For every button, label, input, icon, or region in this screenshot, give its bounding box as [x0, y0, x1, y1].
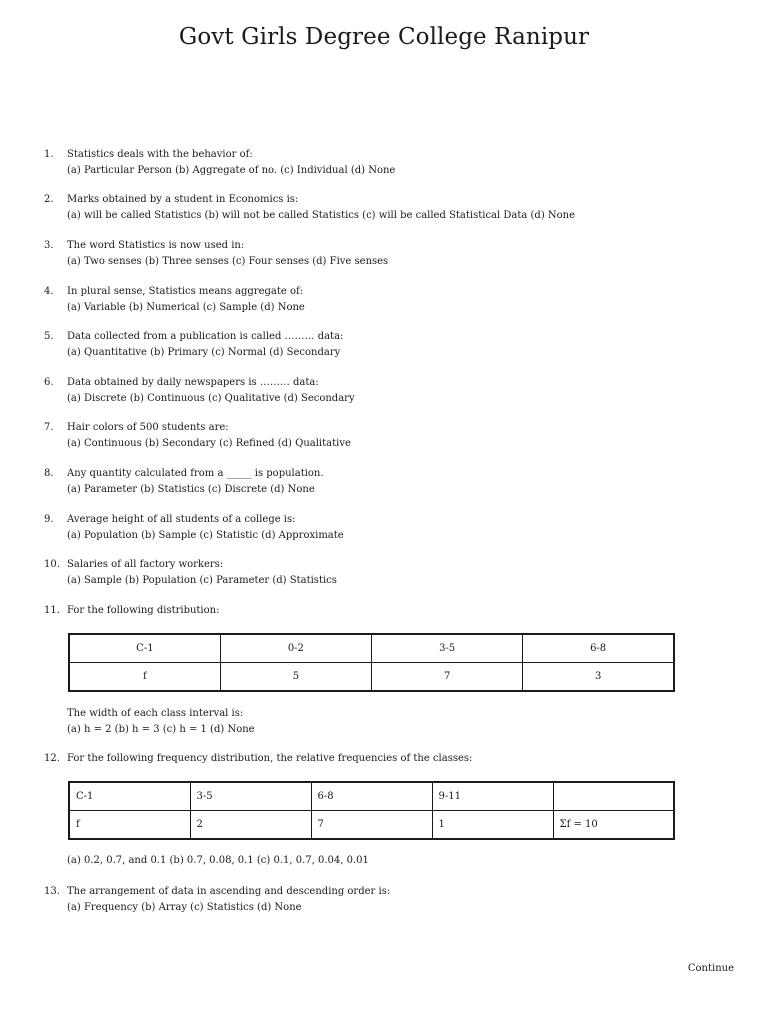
table-row — [69, 811, 674, 840]
question-text: Data collected from a publication is called ……… data: — [67, 331, 344, 342]
continue-link[interactable]: Continue — [687, 963, 734, 974]
question-number: 10. — [44, 559, 60, 570]
question-options: (a) Frequency (b) Array (c) Statistics (d) None — [67, 901, 302, 913]
question-options: (a) will be called Statistics (b) will not be called Statistics (c) will be called Statistical Data (d) None — [67, 209, 576, 221]
question-options: (a) Discrete (b) Continuous (c) Qualitative (d) Secondary — [67, 392, 355, 404]
question-number: 13. — [44, 886, 60, 897]
question-number: 11. — [44, 605, 60, 616]
distribution-table — [68, 633, 675, 692]
table-cell: 9-11 — [432, 782, 553, 811]
table-row — [69, 782, 674, 811]
table-cell: 3-5 — [372, 634, 523, 663]
question-text: Any quantity calculated from a _____ is population. — [67, 468, 324, 479]
table-row — [69, 634, 674, 663]
question-text: Average height of all students of a college is: — [67, 514, 296, 525]
question-options: (a) Parameter (b) Statistics (c) Discrete (d) None — [67, 483, 315, 495]
table-cell: 7 — [372, 663, 523, 692]
question-number: 12. — [44, 753, 60, 764]
question-text: Hair colors of 500 students are: — [67, 422, 229, 433]
question-text: For the following frequency distribution, the relative frequencies of the classes: — [67, 753, 473, 764]
question-number: 9. — [44, 514, 54, 525]
table-cell: 3 — [523, 663, 674, 692]
question-number: 2. — [44, 194, 54, 205]
table-cell: C-1 — [69, 782, 190, 811]
frequency-table — [68, 781, 675, 840]
page-title: Govt Girls Degree College Ranipur — [178, 24, 590, 50]
question-text: For the following distribution: — [67, 605, 220, 616]
question-options: (a) Population (b) Sample (c) Statistic (d) Approximate — [67, 529, 344, 541]
table-cell: C-1 — [69, 634, 220, 663]
question-options: (a) h = 2 (b) h = 3 (c) h = 1 (d) None — [67, 723, 255, 735]
question-text: Marks obtained by a student in Economics is: — [67, 194, 299, 205]
table-cell: 1 — [432, 811, 553, 840]
question-options: (a) Two senses (b) Three senses (c) Four senses (d) Five senses — [67, 255, 389, 267]
question-text: In plural sense, Statistics means aggregate of: — [67, 286, 304, 297]
table-cell: f — [69, 811, 190, 840]
question-number: 4. — [44, 286, 54, 297]
table-cell: Σf = 10 — [553, 811, 674, 840]
table-cell: 2 — [190, 811, 311, 840]
table-cell: 6-8 — [311, 782, 432, 811]
question-number: 6. — [44, 377, 54, 388]
question-number: 3. — [44, 240, 54, 251]
question-options: (a) 0.2, 0.7, and 0.1 (b) 0.7, 0.08, 0.1 (c) 0.1, 0.7, 0.04, 0.01 — [67, 855, 369, 866]
table-cell: 5 — [220, 663, 371, 692]
question-text: Salaries of all factory workers: — [67, 559, 224, 570]
question-text: Statistics deals with the behavior of: — [67, 149, 253, 160]
question-text: The word Statistics is now used in: — [67, 240, 245, 251]
table-row — [69, 663, 674, 692]
question-number: 5. — [44, 331, 54, 342]
question-options: (a) Sample (b) Population (c) Parameter (d) Statistics — [67, 574, 337, 586]
question-options: (a) Continuous (b) Secondary (c) Refined (d) Qualitative — [67, 437, 351, 449]
question-options: (a) Particular Person (b) Aggregate of no. (c) Individual (d) None — [67, 164, 396, 176]
table-cell — [553, 782, 674, 811]
question-number: 1. — [44, 149, 54, 160]
table-cell: 7 — [311, 811, 432, 840]
question-options: (a) Variable (b) Numerical (c) Sample (d) None — [67, 301, 305, 313]
question-text: Data obtained by daily newspapers is ……… data: — [67, 377, 319, 388]
table-cell: 3-5 — [190, 782, 311, 811]
table-cell: 6-8 — [523, 634, 674, 663]
question-text: The width of each class interval is: — [67, 708, 244, 719]
question-number: 8. — [44, 468, 54, 479]
question-options: (a) Quantitative (b) Primary (c) Normal (d) Secondary — [67, 346, 341, 358]
table-cell: 0-2 — [220, 634, 371, 663]
question-text: The arrangement of data in ascending and descending order is: — [67, 886, 391, 897]
table-cell: f — [69, 663, 220, 692]
question-number: 7. — [44, 422, 54, 433]
